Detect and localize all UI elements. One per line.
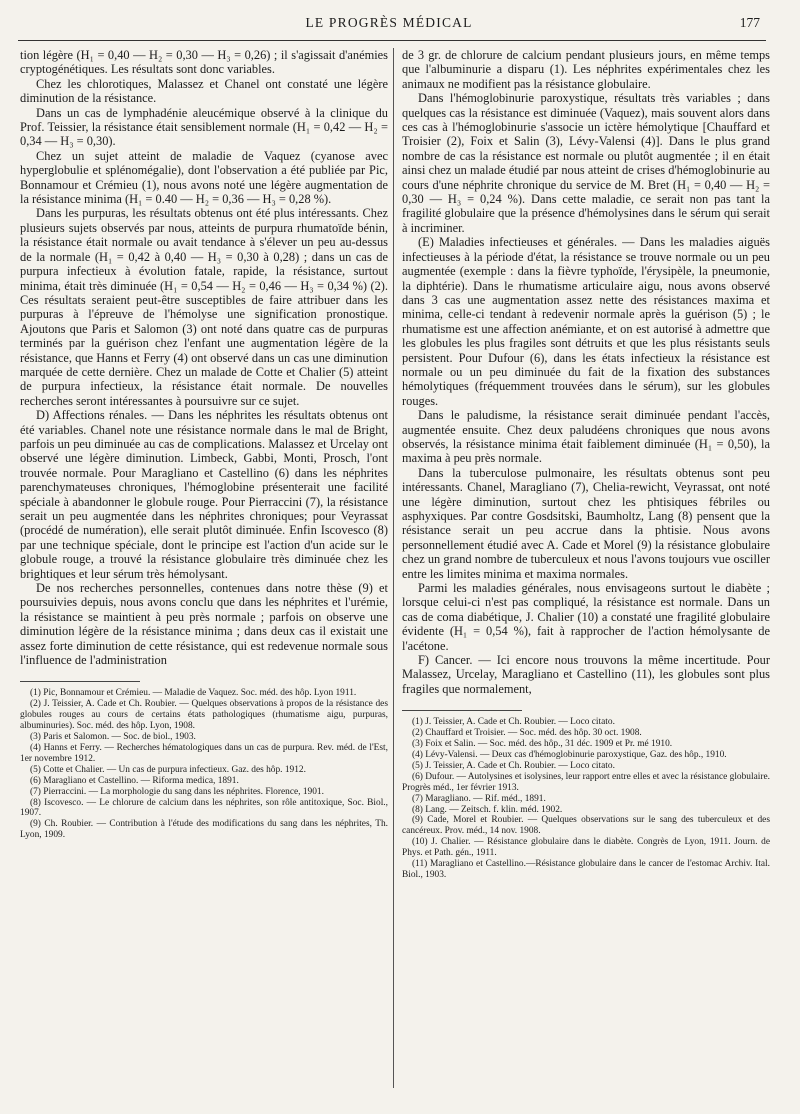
paragraph-maladies-infectieuses: (E) Maladies infectieuses et générales. — Dans les maladies aiguës infectieuses à la période d'état, la résistance se trouve normale ou un peu augmentée (exemple : dans la fièvre typhoïde, l'érysipèle, la pneumonie, la diphtérie). Dans le rhumatisme articulaire aigu, nous avons observé dans 3 cas une augmentation assez nette des résistances maxima et minima, celle-ci tendant à redevenir normale après la guérison (5) ; le rhumatisme est une affection anémiante, et on est autorisé à admettre que les globules les plus fragiles sont détruits et que les plus résistants seuls persistent. Pour Dufour (6), dans les états infectieux la résistance est normale ou un peu diminuée du fait de la fixation des substances hémolytiques (fréquemment trouvées dans le sérum), sur les globules rouges. — [402, 235, 770, 408]
paragraph: Dans la tuberculose pulmonaire, les résultats obtenus sont peu intéressants. Chanel, Maragliano (7), Chelia-rewicht, Veyrassat, ont noté une légère diminution, surtout chez les phtisiques fébriles ou asphyxiques. Par contre Gosdsitski, Baumholtz, Lang (8) pensent que la résistance serait un peu accrue dans la phtisie. Nous avons personnellement étudié avec A. Cade et Morel (9) la résistance globulaire chez un grand nombre de tuberculeux et nous l'avons toujours vue osciller entre les limites minima et maxima normales. — [402, 465, 770, 581]
footnote: (3) Foix et Salin. — Soc. méd. des hôp., 31 déc. 1909 et Pr. mé 1910. — [412, 739, 673, 750]
footnote: (6) Maragliano et Castellino. — Riforma medica, 1891. — [30, 775, 239, 786]
paragraph: Chez les chlorotiques, Malassez et Chanel ont constaté une légère diminution de la résistance. — [20, 76, 388, 106]
paragraph: Parmi les maladies générales, nous envisageons surtout le diabète ; lorsque celui-ci n'est pas compliqué, la résistance est normale. Dans un cas de coma diabétique, J. Chalier (10) a constaté une fragilité globulaire évidente (H₁ = 0,54 %), fait à rapprocher de l'action hémolysante de l'acétone. — [402, 581, 770, 653]
footnote: (2) Chauffard et Troisier. — Soc. méd. des hôp. 30 oct. 1908. — [412, 728, 642, 739]
footnote: (11) Maragliano et Castellino.—Résistance globulaire dans le cancer de l'estomac Archiv. Ital. Biol., 1903. — [402, 859, 770, 880]
paragraph: Dans le paludisme, la résistance serait diminuée pendant l'accès, augmentée ensuite. Chez deux paludéens chroniques que nous avons observés, la résistance minima était faiblement diminuée (H₁ = 0,50), la maxima à peu près normale. — [402, 408, 770, 466]
footnote-rule — [20, 681, 140, 682]
footnote: (4) Lévy-Valensi. — Deux cas d'hémoglobinurie paroxystique, Gaz. des hôp., 1910. — [412, 750, 727, 760]
page-number: 177 — [739, 15, 760, 30]
paragraph: Dans l'hémoglobinurie paroxystique, résultats très variables ; dans quelques cas la résistance est diminuée (Vaquez), mais souvent alors dans ces cas à l'hémoglobinurie s'associe un ictère hémolytique [Chauffard et Troisier (2), Foix et Salin (3), Lévy-Valensi (4)]. Dans le plus grand nombre de cas la résistance est normale ou plutôt augmentée ; il en était ainsi chez un malade étudié par nous atteint de crises d'hémoglobinurie au cours d'une néphrite chronique du service de M. Bret (H₁ = 0,40 — H₂ = 0,30 — H₃ = 0,24 %). Dans cette maladie, ce serait non pas tant la fragilité globulaire que la présence d'hémolysines dans le sérum qui serait à incriminer. — [402, 91, 770, 235]
footnote: (1) Pic, Bonnamour et Crémieu. — Maladie de Vaquez. Soc. méd. des hôp. Lyon 1911. — [30, 688, 357, 699]
journal-title: LE PROGRÈS MÉDICAL — [305, 15, 473, 30]
footnote: (10) J. Chalier. — Résistance globulaire dans le diabète. Congrès de Lyon, 1911. Journ. de Phys. et Path. gén., 1911. — [402, 837, 770, 859]
paragraph: Dans un cas de lymphadénie aleucémique observé à la clinique du Prof. Teissier, la résistance était sensiblement normale (H₁ = 0,42 — H₂ = 0,34 — H₃ = 0,30). — [20, 105, 388, 149]
header-rule — [18, 40, 766, 41]
footnote: (8) Lang. — Zeitsch. f. klin. méd. 1902. — [412, 804, 563, 815]
footnote: (2) J. Teissier, A. Cade et Ch. Roubier. — Quelques observations à propos de la résistance des globules rouges au cours de certains états pathologiques (rhumatisme aigu, purpuras, albuminuries). Soc. méd. des hôp. Lyon, 1908. — [20, 699, 388, 732]
footnote: (5) Cotte et Chalier. — Un cas de purpura infectieux. Gaz. des hôp. 1912. — [30, 764, 306, 775]
footnote: (7) Pierraccini. — La morphologie du sang dans les néphrites. Florence, 1901. — [30, 786, 324, 797]
footnote: (6) Dufour. — Autolysines et isolysines, leur rapport entre elles et avec la résistance globulaire. Progrès méd., 1er février 1913. — [402, 771, 770, 793]
right-column — [402, 48, 770, 881]
footnote: (1) J. Teissier, A. Cade et Ch. Roubier. — Loco citato. — [412, 717, 615, 728]
footnote: (4) Hanns et Ferry. — Recherches hématologiques dans un cas de purpura. Rev. méd. de l'Est, 1er novembre 1912. — [20, 743, 388, 764]
paragraph-affections-renales: D) Affections rénales. — Dans les néphrites les résultats obtenus ont été variables. Chanel note une résistance normale dans le mal de Bright, parfois un peu diminuée au cas de complications. Malassez et Urcelay ont observé une légère diminution. Limbeck, Gabbi, Monti, Prosch, l'ont trouvée normale. Pour Maragliano et Castellino (6) dans les néphrites parenchymateuses chroniques, l'hémoglobine présenterait une facilité spéciale à abandonner le globule rouge. Pour Pierraccini (7), la résistance serait un peu augmentée dans les néphrites chroniques; pour Veyrassat (procédé de numération), elle serait plutôt diminuée. Enfin Iscovesco (8) par une technique spéciale, dont le principe est l'action d'un acide sur le globule rouge, a trouvé la résistance globulaire très diminuée chez les brightiques et leur sérum très hémolysant. — [20, 408, 388, 581]
paragraph-cancer: F) Cancer. — Ici encore nous trouvons la même incertitude. Pour Malassez, Urcelay, Maragliano et Castellino (11), les globules sont plus fragiles que normalement, — [402, 653, 770, 696]
footnote: (9) Cade, Morel et Roubier. — Quelques observations sur le sang des tuberculeux et des cancéreux. Prov. méd., 14 nov. 1908. — [402, 815, 770, 837]
column-divider — [393, 48, 394, 1088]
right-footnotes — [402, 717, 770, 881]
footnote: (7) Maragliano. — Rif. méd., 1891. — [412, 793, 546, 804]
left-footnotes — [20, 688, 388, 841]
paragraph: tion légère (H₁ = 0,40 — H₂ = 0,30 — H₃ = 0,26) ; il s'agissait d'anémies cryptogénétiques. Les résultats sont donc variables. — [20, 48, 388, 77]
running-header — [18, 13, 760, 35]
left-body-text — [20, 48, 388, 667]
footnote: (8) Iscovesco. — Le chlorure de calcium dans les néphrites, son rôle antitoxique, Soc. Biol., 1907. — [20, 797, 388, 819]
right-body-text — [402, 48, 770, 696]
paragraph: Dans les purpuras, les résultats obtenus ont été plus intéressants. Chez plusieurs sujets observés par nous, atteints de purpura rhumatoïde bénin, la résistance était normale ou avait tendance à s'élever un peu au-dessus de la normale (H₁ = 0,42 à 0,40 — H₃ = 0,30 à 0,28) ; dans un cas de purpura infectieux à évolution fatale, rapide, la résistance, surtout minima, était très diminuée (H₁ = 0,54 — H₂ = 0,46 — H₃ = 0,34 %) (2). Ces résultats seraient peut-être susceptibles de faire attribuer dans les purpuras à l'épreuve de l'hémolyse une signification pronostique. Ajoutons que Paris et Salomon (3) ont noté dans quatre cas de purpuras terminés par la guérison chez l'enfant une augmentation légère de la résistance, que Hanns et Ferry (4) ont observé dans un cas une diminution marquée de cette dernière. Chez un malade de Cotte et Chalier (5) atteint de purpura infectieux, la résistance était normale. De nouvelles recherches seront intéressantes à poursuivre sur ce sujet. — [20, 206, 388, 408]
footnote-rule — [402, 710, 522, 711]
left-column — [20, 48, 388, 841]
footnote: (5) J. Teissier, A. Cade et Ch. Roubier. — Loco citato. — [412, 760, 615, 771]
footnote: (9) Ch. Roubier. — Contribution à l'étude des modifications du sang dans les néphrites, Th. Lyon, 1909. — [20, 819, 388, 841]
paragraph: De nos recherches personnelles, contenues dans notre thèse (9) et poursuivies depuis, nous avons conclu que dans les néphrites et l'urémie, la résistance se maintient à peu près normale ; parfois on observe une diminution légère de la résistance minima ; dans deux cas il existait une assez forte diminution de cette résistance, qui est redevenue normale sous l'influence de l'administration — [20, 581, 388, 668]
paragraph: de 3 gr. de chlorure de calcium pendant plusieurs jours, en même temps que l'albuminurie a disparu (1). Les néphrites expérimentales chez les animaux ne modifient pas la résistance globulaire. — [402, 48, 770, 91]
paragraph: Chez un sujet atteint de maladie de Vaquez (cyanose avec hyperglobulie et splénomégalie), dont l'observation a été publiée par Pic, Bonnamour et Crémieu (1), nous avons noté une légère augmentation de la résistance minima (H₁ = 0.40 — H₂ = 0,36 — H₃ = 0,28 %). — [20, 148, 388, 207]
footnote: (3) Paris et Salomon. — Soc. de biol., 1903. — [30, 732, 196, 743]
